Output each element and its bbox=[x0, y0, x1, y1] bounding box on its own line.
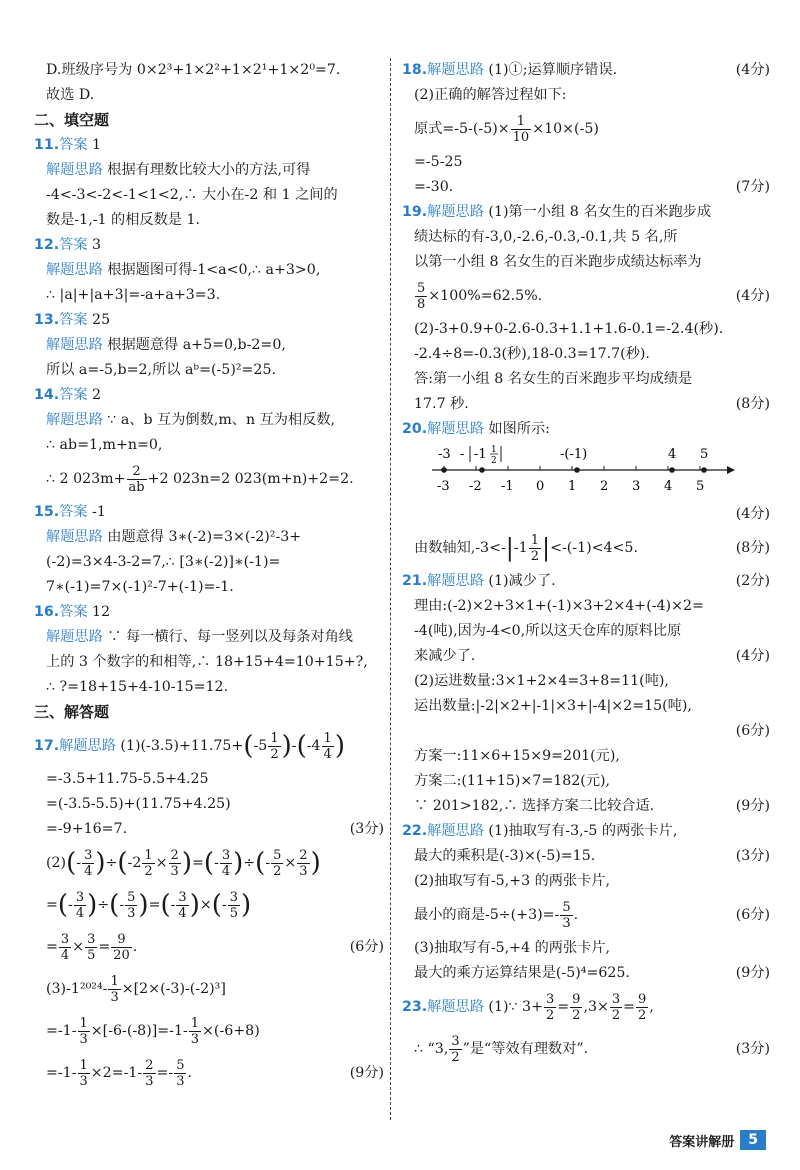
left-column bbox=[34, 58, 384, 1094]
score: (9分) bbox=[735, 798, 770, 814]
text-line: 解题思路 ∵ 每一横行、每一竖列以及每条对角线 bbox=[46, 629, 353, 645]
score: (6分) bbox=[735, 907, 770, 923]
point-4 bbox=[669, 467, 675, 473]
text-line: =-9+16=7. (3分) bbox=[34, 817, 384, 842]
q13-answer: 13.答案 25 bbox=[34, 312, 111, 328]
label-neg1-half-sign: - bbox=[460, 447, 465, 462]
tick-label: -3 bbox=[437, 479, 450, 494]
label-neg1-half: -1 bbox=[474, 447, 487, 462]
score: (4分) bbox=[735, 648, 770, 664]
text-line: -4<-3<-2<-1<1<2,∴ 大小在-2 和 1 之间的 bbox=[46, 187, 338, 203]
q15-answer: 15.答案 -1 bbox=[34, 504, 106, 520]
section-heading: 二、填空题 bbox=[34, 111, 110, 129]
text-line: 上的 3 个数字的和相等,∴ 18+15+4=10+15+?, bbox=[46, 654, 368, 670]
text-line: 解题思路 根据有理数比较大小的方法,可得 bbox=[46, 162, 311, 178]
score: (8分) bbox=[735, 396, 770, 412]
text-line: =-1- $\frac{1}{3}$ ×[-6-(-8)]=-1- $\frac{1}{3}$ ×(-6+8) bbox=[46, 1015, 260, 1047]
text-line: (2)正确的解答过程如下: bbox=[414, 87, 567, 103]
tick-label: -1 bbox=[501, 479, 514, 494]
tick-label: 2 bbox=[600, 479, 609, 494]
page-number: 5 bbox=[740, 1130, 766, 1150]
point-5 bbox=[701, 467, 707, 473]
score: (6分) bbox=[735, 723, 770, 739]
section-heading: 三、解答题 bbox=[34, 703, 110, 721]
label-neg-neg1: -(-1) bbox=[560, 447, 588, 462]
text-line: (3)抽取写有-5,+4 的两张卡片, bbox=[414, 940, 611, 956]
text-line: =(-3.5-5.5)+(11.75+4.25) bbox=[46, 796, 231, 812]
point-neg3 bbox=[441, 467, 447, 473]
text-line: 所以 a=-5,b=2,所以 aᵇ=(-5)²=25. bbox=[46, 362, 276, 378]
text-line: 19.解题思路 (1)第一小组 8 名女生的百米跑步成 bbox=[402, 204, 712, 220]
axis-arrow bbox=[727, 466, 735, 474]
text-line: ∵ 201>182,∴ 选择方案二比较合适. (9分) bbox=[402, 794, 770, 819]
text-line: (2)抽取写有-5,+3 的两张卡片, bbox=[414, 873, 611, 889]
column-divider bbox=[390, 58, 391, 1120]
page-footer bbox=[669, 1130, 766, 1150]
text-line: ∴ ?=18+15+4-10-15=12. bbox=[46, 679, 229, 695]
text-line: 解题思路 由题意得 3∗(-2)=3×(-2)²-3+ bbox=[46, 529, 302, 545]
score: (7分) bbox=[735, 179, 770, 195]
number-line bbox=[402, 442, 770, 502]
text-line: -4(吨),因为-4<0,所以这天仓库的原料比原 bbox=[414, 623, 682, 639]
score: (4分) bbox=[735, 62, 770, 78]
label-neg3: -3 bbox=[438, 447, 451, 462]
text-line: 解题思路 根据题意得 a+5=0,b-2=0, bbox=[46, 337, 286, 353]
text-line: 最大的乘积是(-3)×(-5)=15. (3分) bbox=[402, 844, 770, 869]
tick-label: 4 bbox=[664, 479, 673, 494]
score: (6分) bbox=[349, 939, 384, 955]
text-line: 以第一小组 8 名女生的百米跑步成绩达标率为 bbox=[414, 254, 702, 270]
text-line: 绩达标的有-3,0,-2.6,-0.3,-0.1,共 5 名,所 bbox=[414, 229, 678, 245]
point-neg1-half bbox=[479, 467, 485, 473]
score: (9分) bbox=[735, 965, 770, 981]
text-line bbox=[402, 502, 770, 527]
footer-label: 答案讲解册 bbox=[669, 1134, 735, 1150]
tick-label: 0 bbox=[536, 479, 545, 494]
point-neg-neg1 bbox=[574, 467, 580, 473]
text-line: 解题思路 根据题图可得-1<a<0,∴ a+3>0, bbox=[46, 262, 321, 278]
text-line: D.班级序号为 0×2³+1×2²+1×2¹+1×2⁰=7. bbox=[46, 62, 341, 78]
q16-answer: 16.答案 12 bbox=[34, 604, 111, 620]
score: (3分) bbox=[735, 848, 770, 864]
right-column bbox=[402, 58, 770, 1070]
text-line: 数是-1,-1 的相反数是 1. bbox=[46, 212, 201, 228]
text-line bbox=[402, 719, 770, 744]
text-line: 23.解题思路 (1)∵ 3+ $\frac{3}{2}$ = $\frac{9}{2}$ ,3× $\frac{3}{2}$ = $\frac{9}{2}$ , bbox=[402, 991, 654, 1023]
text-line: 17.7 秒. (8分) bbox=[402, 392, 770, 417]
label-half-num: 1 bbox=[491, 445, 497, 455]
text-line: 21.解题思路 (1)减少了. (2分) bbox=[402, 569, 770, 594]
q17-header: 17.解题思路 (1)(-3.5)+11.75+(-5 $\frac{1}{2}$ )-(-4 $\frac{1}{4}$ ) bbox=[34, 730, 345, 762]
text-line: (3)-1²⁰²⁴- $\frac{1}{3}$ ×[2×(-3)-(-2)³] bbox=[46, 973, 226, 1005]
tick-label: 5 bbox=[696, 479, 705, 494]
text-line: (2)-3+0.9+0-2.6-0.3+1.1+1.6-0.1=-2.4(秒). bbox=[414, 321, 724, 337]
text-line: 方案一:11×6+15×9=201(元), bbox=[414, 748, 620, 764]
text-line: =-3.5+11.75-5.5+4.25 bbox=[46, 771, 209, 787]
text-line: 运出数量:|-2|×2+|-1|×3+|-4|×2=15(吨), bbox=[414, 698, 692, 714]
text-line: $\frac{5}{8}$ ×100%=62.5%. (4分) bbox=[402, 275, 770, 317]
text-line: 解题思路 ∵ a、b 互为倒数,m、n 互为相反数, bbox=[46, 412, 336, 428]
text-line: 最小的商是-5÷(+3)=- $\frac{5}{3}$ . (6分) bbox=[402, 894, 770, 936]
label-4: 4 bbox=[668, 447, 677, 462]
text-line: (2)(- $\frac{3}{4}$ )÷(-2 $\frac{1}{2}$ × $\frac{2}{3}$ )=(- $\frac{3}{4}$ )÷(- $\frac{5}{2}$ × $\frac{2}{3}$ ) bbox=[46, 847, 321, 879]
text-line: ∴ |a|+|a+3|=-a+a+3=3. bbox=[46, 287, 221, 303]
score: (8分) bbox=[735, 540, 770, 556]
text-line: =-1- $\frac{1}{3}$ ×2=-1- $\frac{2}{3}$ =- $\frac{5}{3}$ . (9分) bbox=[34, 1052, 384, 1094]
text-line: 22.解题思路 (1)抽取写有-3,-5 的两张卡片, bbox=[402, 823, 678, 839]
text-line: 20.解题思路 如图所示: bbox=[402, 421, 550, 437]
q12-answer: 12.答案 3 bbox=[34, 237, 102, 253]
text-line: =-30. (7分) bbox=[402, 175, 770, 200]
q11-answer: 11.答案 1 bbox=[34, 137, 102, 153]
label-half-den: 2 bbox=[491, 456, 497, 466]
score: (2分) bbox=[735, 573, 770, 589]
text-line: =-5-25 bbox=[414, 154, 463, 170]
text-line: ∴ 2 023m+ $\frac{2}{ab}$ +2 023n=2 023(m+n)+2=2. bbox=[46, 463, 354, 495]
text-line: (-2)=3×4-3-2=7,∴ [3∗(-2)]∗(-1)= bbox=[46, 554, 281, 570]
text-line: 方案二:(11+15)×7=182(元), bbox=[414, 773, 611, 789]
text-line: ∴ “3, $\frac{3}{2}$ ”是“等效有理数对”. (3分) bbox=[402, 1028, 770, 1070]
score: (3分) bbox=[735, 1041, 770, 1057]
text-line: -2.4÷8=-0.3(秒),18-0.3=17.7(秒). bbox=[414, 346, 650, 362]
text-line: 来减少了. (4分) bbox=[402, 644, 770, 669]
text-line: 原式=-5-(-5)× $\frac{1}{10}$ ×10×(-5) bbox=[414, 113, 599, 145]
text-line: 18.解题思路 (1)①;运算顺序错误. (4分) bbox=[402, 58, 770, 83]
text-line: 理由:(-2)×2+3×1+(-1)×3+2×4+(-4)×2= bbox=[414, 598, 704, 614]
text-line: 答:第一小组 8 名女生的百米跑步平均成绩是 bbox=[414, 371, 693, 387]
score: (3分) bbox=[349, 821, 384, 837]
score: (4分) bbox=[735, 506, 770, 522]
text-line: = $\frac{3}{4}$ × $\frac{3}{5}$ = $\frac{9}{20}$ . (6分) bbox=[34, 926, 384, 968]
text-line: (2)运进数量:3×1+2×4=3+8=11(吨), bbox=[414, 673, 669, 689]
number-line-svg bbox=[402, 442, 770, 502]
text-line: 7∗(-1)=7×(-1)²-7+(-1)=-1. bbox=[46, 579, 234, 595]
text-line: 最大的乘方运算结果是(-5)⁴=625. (9分) bbox=[402, 961, 770, 986]
text-line: =(- $\frac{3}{4}$ )÷(- $\frac{5}{3}$ )=(- $\frac{3}{4}$ )×(- $\frac{3}{5}$ ) bbox=[46, 889, 252, 921]
q14-answer: 14.答案 2 bbox=[34, 387, 102, 403]
tick-label: 1 bbox=[568, 479, 577, 494]
tick-label: 3 bbox=[632, 479, 641, 494]
text-line: ∴ ab=1,m+n=0, bbox=[46, 437, 163, 453]
text-line: 由数轴知,-3<-|-1 $\frac{1}{2}$ |<-(-1)<4<5. (8分) bbox=[402, 527, 770, 569]
score: (9分) bbox=[349, 1065, 384, 1081]
tick-label: -2 bbox=[469, 479, 482, 494]
label-5: 5 bbox=[700, 447, 709, 462]
text-line: 故选 D. bbox=[46, 87, 95, 103]
score: (4分) bbox=[735, 288, 770, 304]
